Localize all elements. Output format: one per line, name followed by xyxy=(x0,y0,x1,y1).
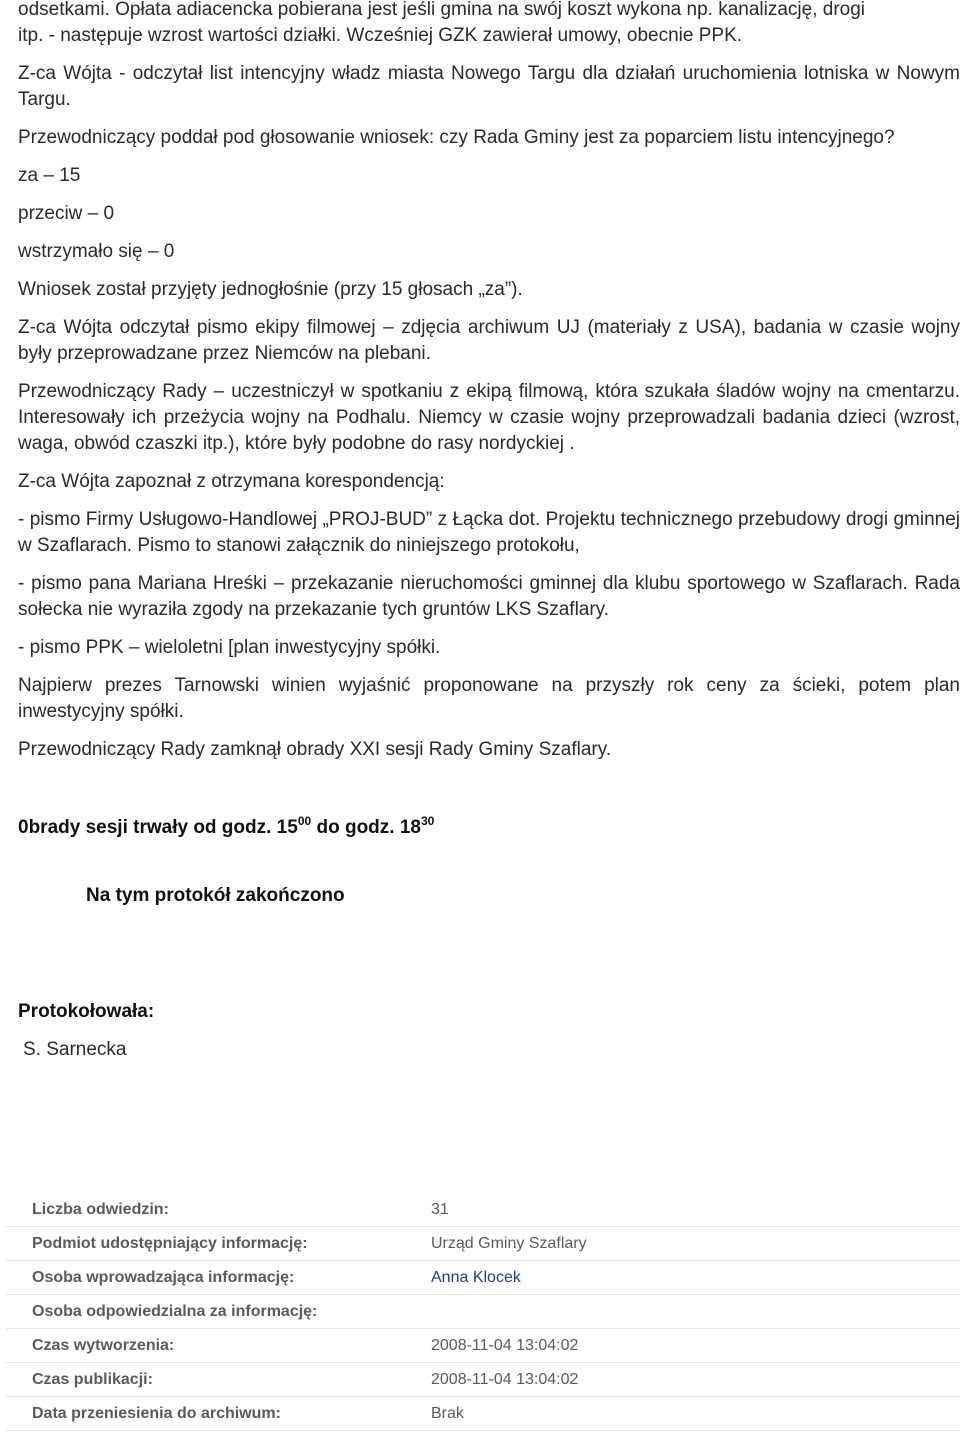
paragraph-session-closed: Przewodniczący Rady zamknął obrady XXI sesji Rady Gminy Szaflary. xyxy=(18,739,612,760)
meta-label: Data przeniesienia do archiwum: xyxy=(6,1397,431,1431)
meta-value: Urząd Gminy Szaflary xyxy=(431,1227,960,1261)
document-body xyxy=(18,0,960,841)
paragraph-ppk-letter: - pismo PPK – wieloletni [plan inwestycyjny spółki. xyxy=(18,637,441,658)
paragraph-fee-line1: odsetkami. Opłata adiacencka pobierana jest jeśli gmina na swój koszt wykona np. kanalizację, drogi xyxy=(18,0,866,20)
paragraph-correspondence: Z-ca Wójta zapoznał z otrzymana korespondencją: xyxy=(18,471,445,492)
meta-row-archived xyxy=(6,1397,960,1431)
paragraph-hreska-letter: - pismo pana Mariana Hreśki – przekazanie nieruchomości gminnej dla klubu sportowego w Szaflarach. Rada sołecka nie wyraziła zgody na przekazanie tych gruntów LKS Szaflary. xyxy=(18,573,960,620)
session-duration-prefix: 0brady sesji trwały od godz. 15 xyxy=(18,817,298,838)
meta-value xyxy=(431,1295,960,1329)
meta-value: 2008-11-04 13:04:02 xyxy=(431,1329,960,1363)
vote-for: za – 15 xyxy=(18,165,81,186)
closing-statement: Na tym protokół zakończono xyxy=(86,885,345,906)
meta-row-created xyxy=(6,1329,960,1363)
vote-result: Wniosek został przyjęty jednogłośnie (przy 15 głosach „za”). xyxy=(18,279,523,300)
paragraph-vote-motion: Przewodniczący poddał pod głosowanie wniosek: czy Rada Gminy jest za poparciem listu intencyjnego? xyxy=(18,127,895,148)
vote-against: przeciw – 0 xyxy=(18,203,115,224)
paragraph-chairman-meeting: Przewodniczący Rady – uczestniczył w spotkaniu z ekipą filmową, która szukała śladów wojny na cmentarzu. Interesowały ich przeżycia wojny na Podhalu. Niemcy w czasie wojny przeprowadzali badania dzieci (wzrost, waga, obwód czaszki itp.), które były podobne do rasy nordyckiej . xyxy=(18,381,960,454)
meta-row-responsible xyxy=(6,1295,960,1329)
meta-row-provider xyxy=(6,1227,960,1261)
metadata-table xyxy=(6,1193,960,1431)
meta-label: Czas publikacji: xyxy=(6,1363,431,1397)
meta-label: Podmiot udostępniający informację: xyxy=(6,1227,431,1261)
paragraph-letter-of-intent: Z-ca Wójta - odczytał list intencyjny władz miasta Nowego Targu dla działań uruchomienia lotniska w Nowym Targu. xyxy=(18,63,960,110)
session-duration xyxy=(18,815,960,841)
meta-row-visits xyxy=(6,1193,960,1227)
meta-label: Osoba odpowiedzialna za informację: xyxy=(6,1295,431,1329)
paragraph-proj-bud-letter: - pismo Firmy Usługowo-Handlowej „PROJ-BUD” z Łącka dot. Projektu technicznego przebudowy drogi gminnej w Szaflarach. Pismo to stanowi załącznik do niniejszego protokołu, xyxy=(18,509,960,556)
vote-abstain: wstrzymało się – 0 xyxy=(18,241,175,262)
session-end-minutes: 30 xyxy=(420,814,435,828)
session-duration-middle: do godz. 18 xyxy=(311,817,421,838)
meta-label: Osoba wprowadzająca informację: xyxy=(6,1261,431,1295)
meta-label: Liczba odwiedzin: xyxy=(6,1193,431,1227)
session-start-minutes: 00 xyxy=(297,814,312,828)
paragraph-tarnowski: Najpierw prezes Tarnowski winien wyjaśnić proponowane na przyszły rok ceny za ścieki, potem plan inwestycyjny spółki. xyxy=(18,675,960,722)
meta-value: Brak xyxy=(431,1397,960,1431)
meta-value: 31 xyxy=(431,1193,960,1227)
paragraph-film-crew-letter: Z-ca Wójta odczytał pismo ekipy filmowej – zdjęcia archiwum UJ (materiały z USA), badania w czasie wojny były przeprowadzane przez Niemców na plebani. xyxy=(18,317,960,364)
protocol-author-name: S. Sarnecka xyxy=(23,1039,127,1060)
meta-label: Czas wytworzenia: xyxy=(6,1329,431,1363)
author-link[interactable]: Anna Klocek xyxy=(431,1268,521,1286)
meta-row-entered-by xyxy=(6,1261,960,1295)
meta-row-published xyxy=(6,1363,960,1397)
paragraph-fee-line2: itp. - następuje wzrost wartości działki. Wcześniej GZK zawierał umowy, obecnie PPK. xyxy=(18,25,743,46)
meta-value: 2008-11-04 13:04:02 xyxy=(431,1363,960,1397)
protocol-author-label: Protokołowała: xyxy=(18,1001,155,1022)
